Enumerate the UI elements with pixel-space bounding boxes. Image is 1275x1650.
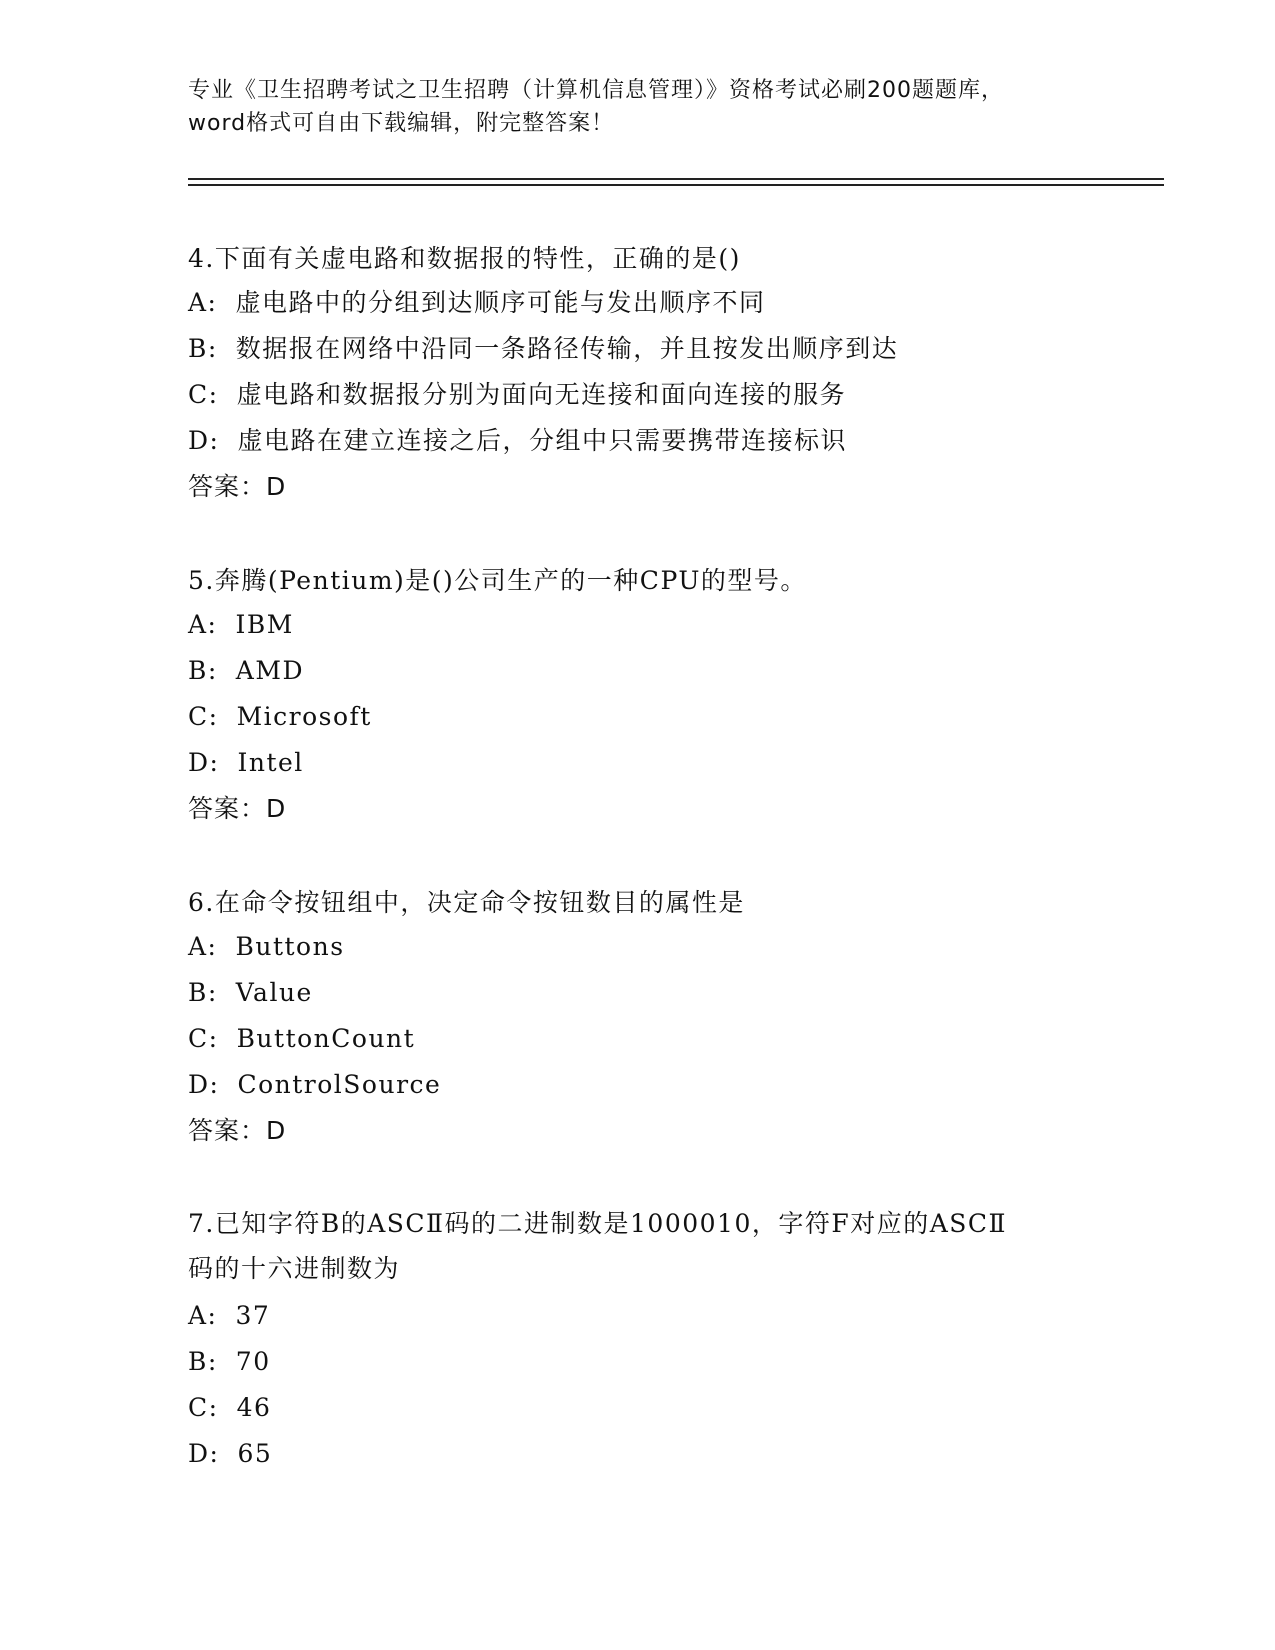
answer-line [188,464,1108,510]
option-text: 虚电路在建立连接之后，分组中只需要携带连接标识 [237,426,847,455]
option-letter: A: [188,1301,218,1330]
option-c [188,1385,1108,1431]
option-text: Intel [237,748,304,777]
option-a [188,602,1108,648]
option-c [188,372,1108,418]
option-letter: D: [188,1439,220,1468]
question-stem: 5.奔腾(Pentium)是()公司生产的一种CPU的型号。 [188,566,807,595]
question-stem [188,1201,1108,1291]
option-text: 虚电路和数据报分别为面向无连接和面向连接的服务 [236,380,847,409]
answer-line [188,786,1108,832]
option-letter: D: [188,1070,220,1099]
option-d [188,740,1108,786]
option-text: Value [235,978,313,1007]
option-text: 46 [236,1393,272,1422]
answer-value: D [266,794,287,823]
option-text: IBM [235,610,294,639]
question-stem: 4.下面有关虚电路和数据报的特性，正确的是() [188,244,741,273]
option-letter: C: [188,1024,219,1053]
answer-label: 答案： [188,472,267,501]
option-letter: A: [188,610,218,639]
option-letter: C: [188,1393,219,1422]
document-header [188,74,1088,140]
option-text: AMD [235,656,304,685]
question-7 [188,1201,1108,1477]
option-b [188,970,1108,1016]
header-divider-bottom [188,184,1164,186]
answer-label: 答案： [188,1116,267,1145]
option-text: ButtonCount [236,1024,416,1053]
option-d [188,1431,1108,1477]
option-letter: C: [188,702,219,731]
option-letter: C: [188,380,219,409]
header-divider-top [188,178,1164,180]
option-letter: B: [188,334,218,363]
option-b [188,1339,1108,1385]
option-c [188,1016,1108,1062]
option-text: 数据报在网络中沿同一条路径传输，并且按发出顺序到达 [235,334,899,363]
option-letter: D: [188,748,220,777]
option-text: Microsoft [236,702,372,731]
option-letter: B: [188,1347,218,1376]
option-text: ControlSource [237,1070,442,1099]
option-d [188,1062,1108,1108]
answer-value: D [266,472,287,501]
option-text: 37 [235,1301,271,1330]
option-b [188,326,1108,372]
answer-label: 答案： [188,794,267,823]
option-b [188,648,1108,694]
header-line-2: word格式可自由下载编辑，附完整答案！ [188,111,615,136]
question-stem: 6.在命令按钮组中，决定命令按钮数目的属性是 [188,888,745,917]
option-letter: A: [188,932,218,961]
option-letter: A: [188,288,218,317]
option-text: Buttons [235,932,345,961]
question-stem-line-2: 码的十六进制数为 [188,1254,401,1283]
option-c [188,694,1108,740]
question-5 [188,559,1108,832]
answer-line [188,1108,1108,1154]
option-a [188,1293,1108,1339]
option-text: 65 [237,1439,273,1468]
option-text: 70 [235,1347,271,1376]
option-letter: B: [188,978,218,1007]
question-6 [188,881,1108,1154]
option-letter: B: [188,656,218,685]
question-4 [188,237,1108,510]
question-stem-line-1: 7.已知字符B的ASCⅡ码的二进制数是1000010，字符F对应的ASCⅡ [188,1209,1008,1238]
option-d [188,418,1108,464]
answer-value: D [266,1116,287,1145]
option-a [188,924,1108,970]
option-letter: D: [188,426,220,455]
option-text: 虚电路中的分组到达顺序可能与发出顺序不同 [235,288,766,317]
header-line-1: 专业《卫生招聘考试之卫生招聘（计算机信息管理）》资格考试必刷200题题库， [188,78,1004,103]
option-a [188,280,1108,326]
